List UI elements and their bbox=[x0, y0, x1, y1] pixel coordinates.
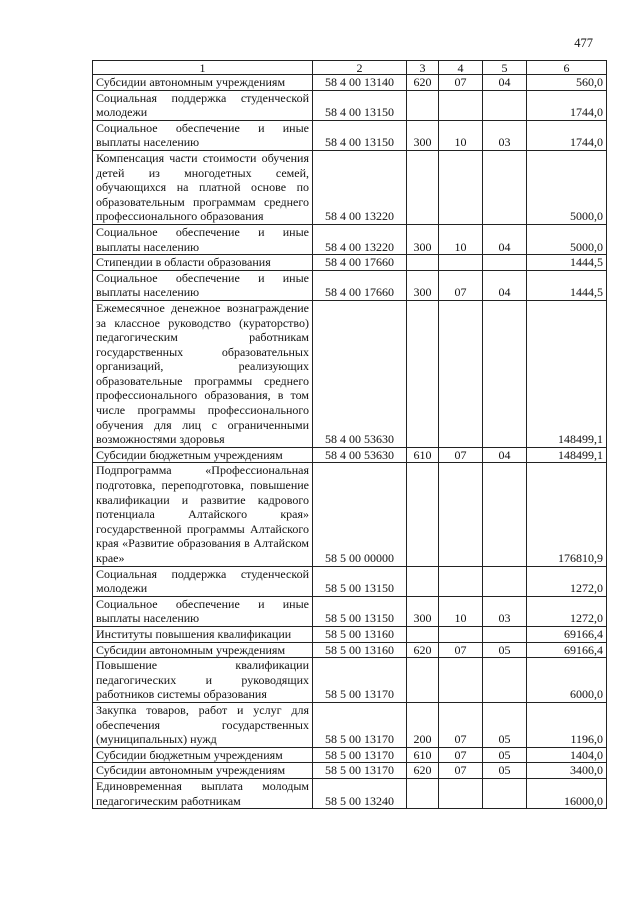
row-code: 58 5 00 13170 bbox=[313, 747, 407, 763]
row-sum: 1744,0 bbox=[527, 120, 607, 150]
row-name: Субсидии бюджетным учреждениям bbox=[93, 447, 313, 463]
page-number: 477 bbox=[574, 36, 593, 50]
row-name: Социальное обеспечение и иные выплаты населению bbox=[93, 270, 313, 300]
row-sum: 5000,0 bbox=[527, 150, 607, 224]
row-name: Социальная поддержка студенческой молодежи bbox=[93, 90, 313, 120]
row-sum: 6000,0 bbox=[527, 658, 607, 703]
col-header-vr: 3 bbox=[407, 61, 439, 75]
row-sum: 1404,0 bbox=[527, 747, 607, 763]
row-sum: 69166,4 bbox=[527, 642, 607, 658]
row-code: 58 5 00 13170 bbox=[313, 763, 407, 779]
budget-table bbox=[92, 60, 607, 809]
row-name: Единовременная выплата молодым педагогическим работникам bbox=[93, 778, 313, 808]
row-pr bbox=[483, 255, 527, 271]
row-name: Повышение квалификации педагогических и руководящих работников системы образования bbox=[93, 658, 313, 703]
row-pr: 05 bbox=[483, 702, 527, 747]
row-vr: 300 bbox=[407, 596, 439, 626]
row-rz: 07 bbox=[439, 75, 483, 91]
header-row bbox=[93, 61, 607, 75]
row-vr: 610 bbox=[407, 447, 439, 463]
row-sum: 1272,0 bbox=[527, 596, 607, 626]
row-code: 58 5 00 13170 bbox=[313, 702, 407, 747]
row-code: 58 4 00 17660 bbox=[313, 255, 407, 271]
row-name: Социальное обеспечение и иные выплаты населению bbox=[93, 596, 313, 626]
row-sum: 69166,4 bbox=[527, 626, 607, 642]
row-rz bbox=[439, 90, 483, 120]
row-rz: 07 bbox=[439, 642, 483, 658]
row-code: 58 4 00 53630 bbox=[313, 447, 407, 463]
table-row bbox=[93, 763, 607, 779]
table-row bbox=[93, 224, 607, 254]
row-vr bbox=[407, 300, 439, 447]
row-name: Субсидии автономным учреждениям bbox=[93, 763, 313, 779]
table-row bbox=[93, 447, 607, 463]
table-row bbox=[93, 642, 607, 658]
row-rz bbox=[439, 255, 483, 271]
table-row bbox=[93, 255, 607, 271]
table-row bbox=[93, 75, 607, 91]
row-code: 58 4 00 17660 bbox=[313, 270, 407, 300]
row-sum: 3400,0 bbox=[527, 763, 607, 779]
row-code: 58 5 00 13150 bbox=[313, 566, 407, 596]
row-pr: 05 bbox=[483, 642, 527, 658]
row-sum: 1444,5 bbox=[527, 255, 607, 271]
row-sum: 1744,0 bbox=[527, 90, 607, 120]
row-pr: 04 bbox=[483, 224, 527, 254]
row-name: Субсидии автономным учреждениям bbox=[93, 642, 313, 658]
row-code: 58 4 00 13150 bbox=[313, 120, 407, 150]
row-name: Субсидии автономным учреждениям bbox=[93, 75, 313, 91]
row-name: Подпрограмма «Профессиональная подготовка, переподготовка, повышение квалификации и развитие кадрового потенциала Алтайского края» государственной программы Алтайского края «Развитие образования в Алтайском крае» bbox=[93, 463, 313, 566]
row-pr bbox=[483, 300, 527, 447]
row-sum: 1272,0 bbox=[527, 566, 607, 596]
row-rz bbox=[439, 463, 483, 566]
row-name: Ежемесячное денежное вознаграждение за классное руководство (кураторство) педагогическим работникам государственных образовательных организаций, реализующих образовательные программы среднего профессионального образования, в том числе программы профессионального обучения для лиц с ограниченными возможностями здоровья bbox=[93, 300, 313, 447]
row-code: 58 5 00 13160 bbox=[313, 626, 407, 642]
row-sum: 5000,0 bbox=[527, 224, 607, 254]
table-row bbox=[93, 702, 607, 747]
row-vr: 620 bbox=[407, 75, 439, 91]
row-code: 58 5 00 00000 bbox=[313, 463, 407, 566]
row-vr: 610 bbox=[407, 747, 439, 763]
col-header-sum: 6 bbox=[527, 61, 607, 75]
row-rz bbox=[439, 658, 483, 703]
row-pr bbox=[483, 658, 527, 703]
row-vr: 300 bbox=[407, 224, 439, 254]
row-rz: 07 bbox=[439, 747, 483, 763]
table-row bbox=[93, 463, 607, 566]
row-pr: 03 bbox=[483, 596, 527, 626]
row-code: 58 5 00 13240 bbox=[313, 778, 407, 808]
table-row bbox=[93, 270, 607, 300]
row-rz bbox=[439, 778, 483, 808]
row-pr bbox=[483, 626, 527, 642]
row-name: Социальное обеспечение и иные выплаты населению bbox=[93, 224, 313, 254]
row-code: 58 5 00 13160 bbox=[313, 642, 407, 658]
row-vr bbox=[407, 626, 439, 642]
row-rz: 07 bbox=[439, 270, 483, 300]
row-pr: 05 bbox=[483, 763, 527, 779]
row-vr bbox=[407, 150, 439, 224]
row-pr bbox=[483, 90, 527, 120]
row-pr bbox=[483, 778, 527, 808]
row-vr bbox=[407, 255, 439, 271]
row-pr bbox=[483, 463, 527, 566]
row-rz: 07 bbox=[439, 763, 483, 779]
table-row bbox=[93, 150, 607, 224]
row-pr: 04 bbox=[483, 447, 527, 463]
row-name: Субсидии бюджетным учреждениям bbox=[93, 747, 313, 763]
row-rz: 10 bbox=[439, 596, 483, 626]
row-code: 58 4 00 13150 bbox=[313, 90, 407, 120]
row-vr: 620 bbox=[407, 642, 439, 658]
row-rz: 10 bbox=[439, 120, 483, 150]
row-rz bbox=[439, 150, 483, 224]
row-pr bbox=[483, 150, 527, 224]
col-header-name: 1 bbox=[93, 61, 313, 75]
row-code: 58 4 00 13220 bbox=[313, 150, 407, 224]
row-sum: 148499,1 bbox=[527, 447, 607, 463]
row-rz bbox=[439, 566, 483, 596]
row-sum: 560,0 bbox=[527, 75, 607, 91]
table-row bbox=[93, 747, 607, 763]
row-code: 58 5 00 13150 bbox=[313, 596, 407, 626]
row-pr bbox=[483, 566, 527, 596]
row-sum: 1196,0 bbox=[527, 702, 607, 747]
table-row bbox=[93, 300, 607, 447]
col-header-code: 2 bbox=[313, 61, 407, 75]
row-vr bbox=[407, 463, 439, 566]
row-vr: 620 bbox=[407, 763, 439, 779]
row-name: Компенсация части стоимости обучения детей из многодетных семей, обучающихся на платной основе по образовательным программам среднего профессионального образования bbox=[93, 150, 313, 224]
row-vr: 300 bbox=[407, 120, 439, 150]
table-row bbox=[93, 658, 607, 703]
row-rz: 07 bbox=[439, 447, 483, 463]
col-header-rz: 4 bbox=[439, 61, 483, 75]
row-name: Стипендии в области образования bbox=[93, 255, 313, 271]
row-pr: 04 bbox=[483, 270, 527, 300]
row-pr: 05 bbox=[483, 747, 527, 763]
row-sum: 148499,1 bbox=[527, 300, 607, 447]
row-vr bbox=[407, 658, 439, 703]
row-name: Закупка товаров, работ и услуг для обеспечения государственных (муниципальных) нужд bbox=[93, 702, 313, 747]
row-sum: 1444,5 bbox=[527, 270, 607, 300]
row-vr: 300 bbox=[407, 270, 439, 300]
row-rz: 07 bbox=[439, 702, 483, 747]
row-code: 58 5 00 13170 bbox=[313, 658, 407, 703]
row-vr bbox=[407, 566, 439, 596]
table-row bbox=[93, 566, 607, 596]
row-vr: 200 bbox=[407, 702, 439, 747]
row-name: Социальное обеспечение и иные выплаты населению bbox=[93, 120, 313, 150]
row-pr: 03 bbox=[483, 120, 527, 150]
table-row bbox=[93, 596, 607, 626]
col-header-pr: 5 bbox=[483, 61, 527, 75]
row-rz: 10 bbox=[439, 224, 483, 254]
table-row bbox=[93, 626, 607, 642]
row-name: Институты повышения квалификации bbox=[93, 626, 313, 642]
row-rz bbox=[439, 626, 483, 642]
row-rz bbox=[439, 300, 483, 447]
table-row bbox=[93, 778, 607, 808]
row-sum: 16000,0 bbox=[527, 778, 607, 808]
row-code: 58 4 00 13220 bbox=[313, 224, 407, 254]
row-vr bbox=[407, 778, 439, 808]
row-name: Социальная поддержка студенческой молодежи bbox=[93, 566, 313, 596]
table-row bbox=[93, 120, 607, 150]
row-code: 58 4 00 13140 bbox=[313, 75, 407, 91]
row-vr bbox=[407, 90, 439, 120]
table-row bbox=[93, 90, 607, 120]
row-pr: 04 bbox=[483, 75, 527, 91]
row-code: 58 4 00 53630 bbox=[313, 300, 407, 447]
row-sum: 176810,9 bbox=[527, 463, 607, 566]
